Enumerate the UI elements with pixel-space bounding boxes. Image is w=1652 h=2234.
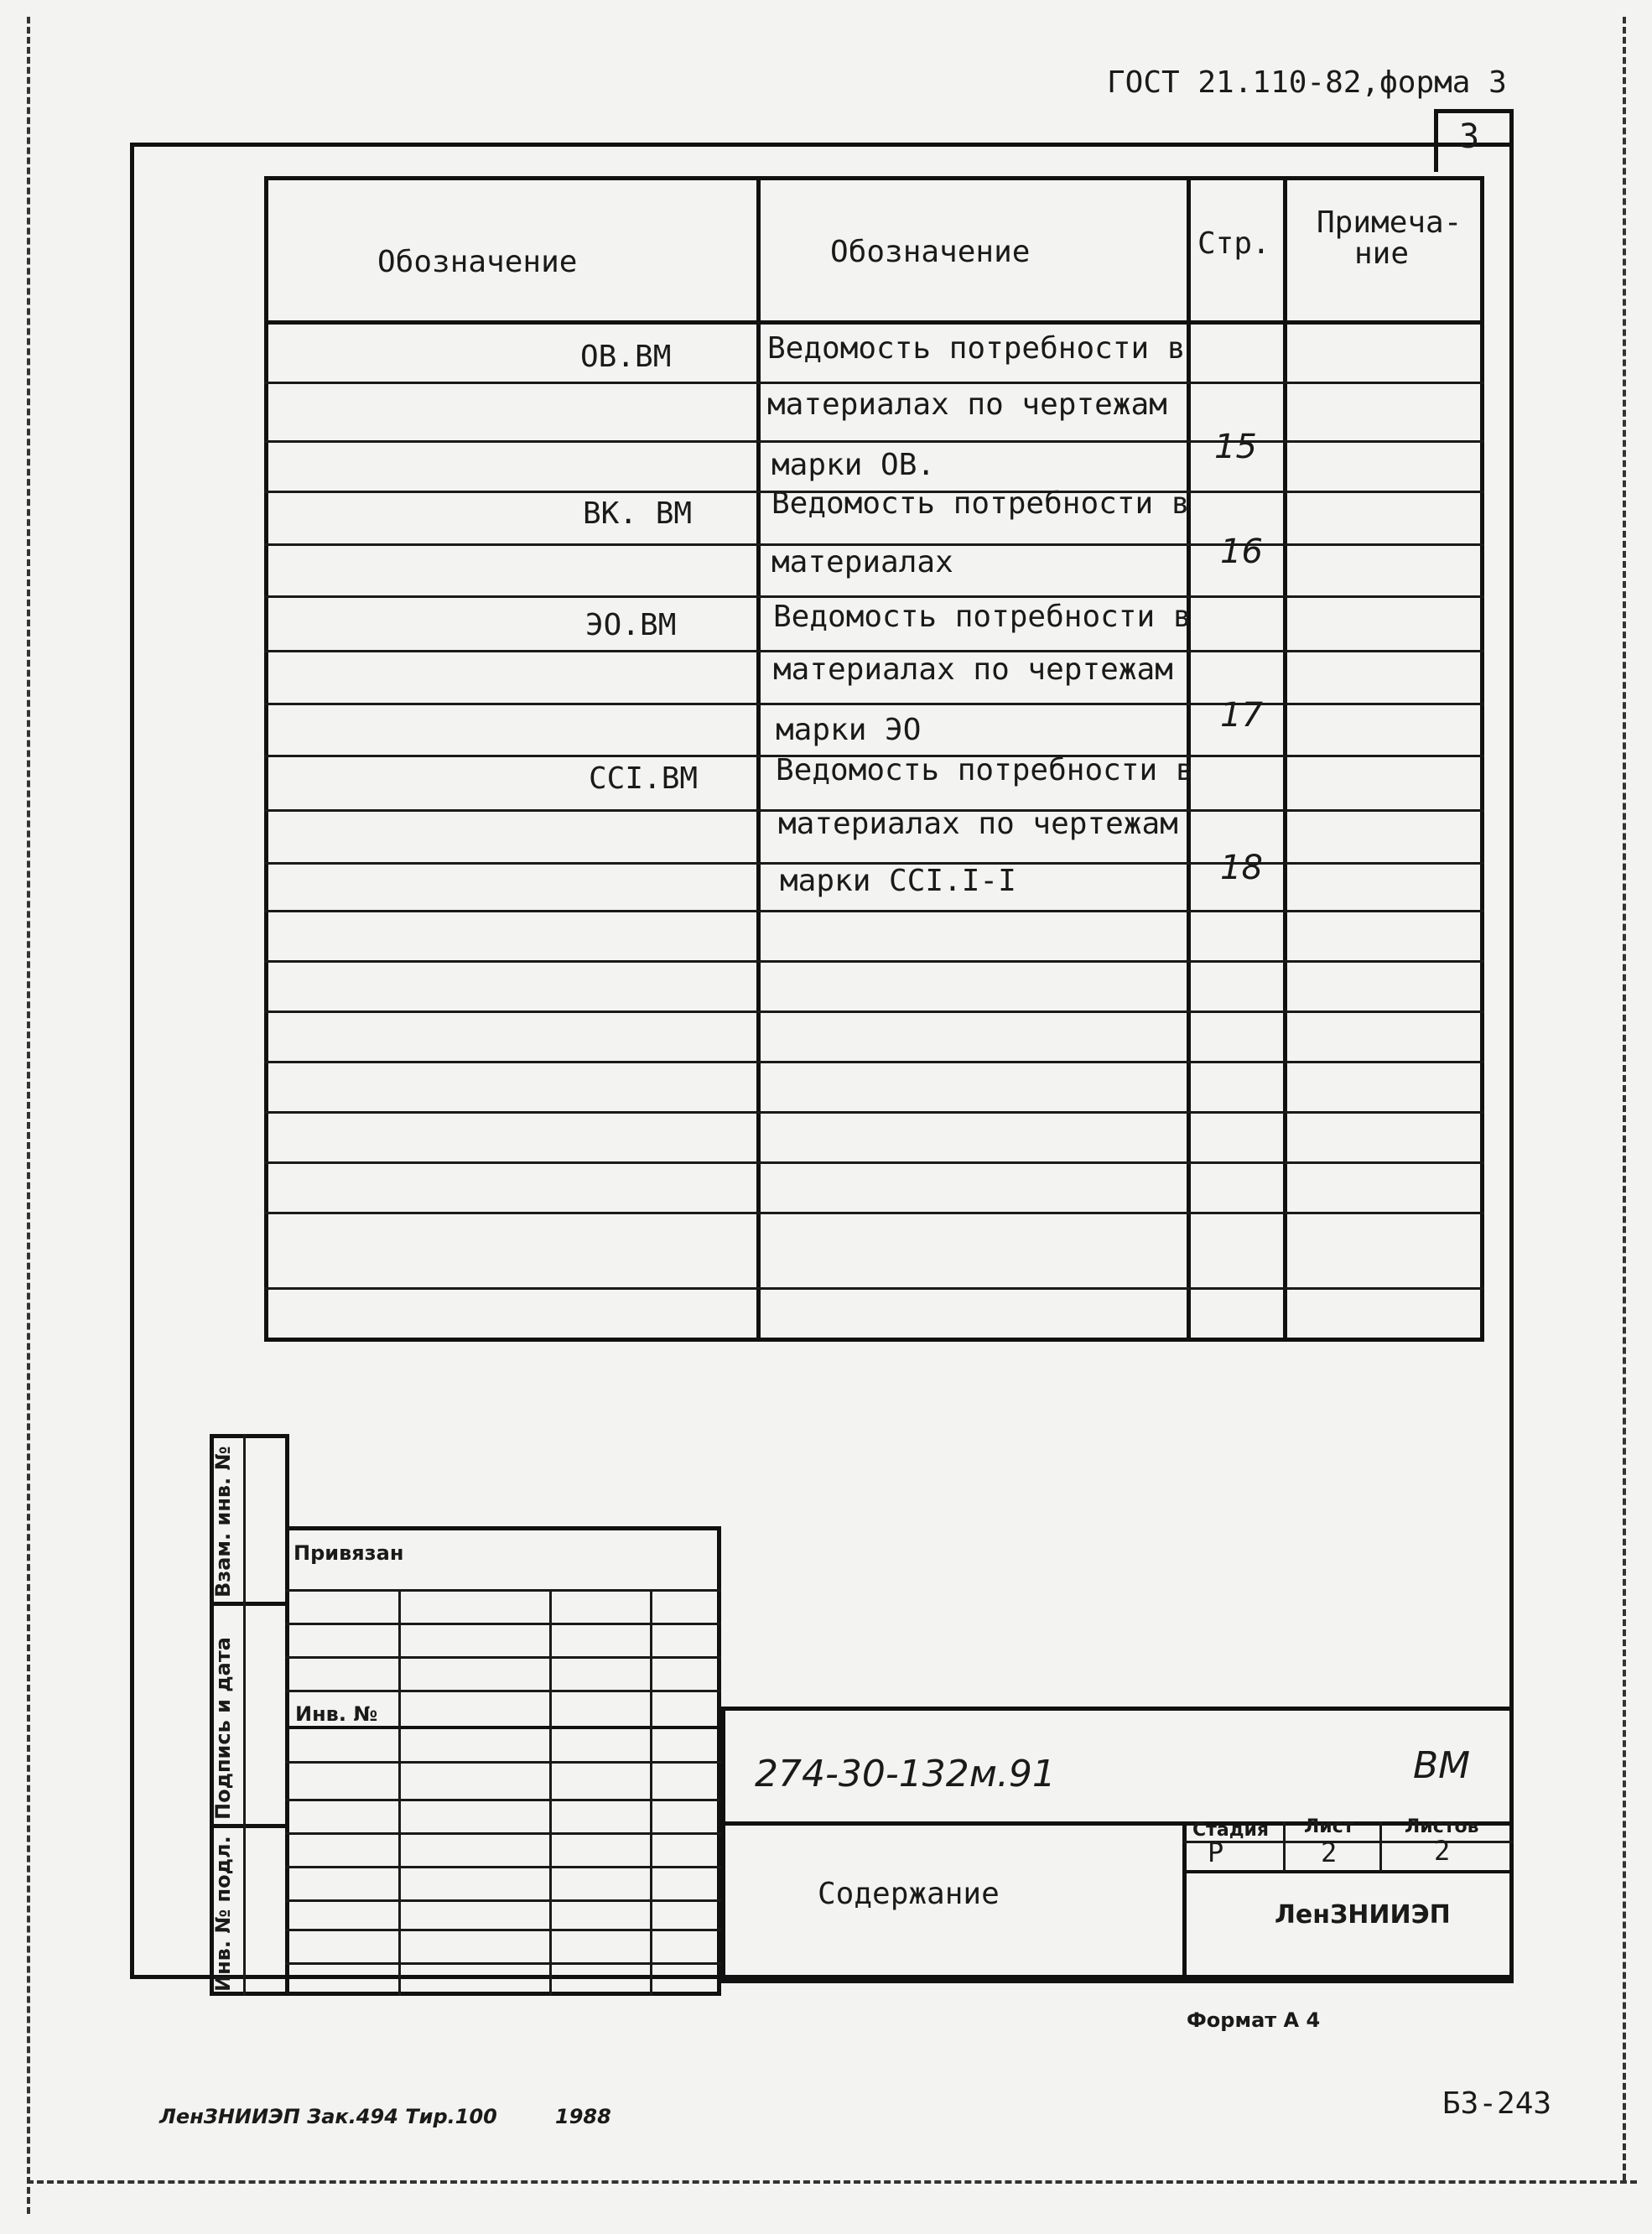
listov-label: Листов — [1405, 1816, 1479, 1837]
binding-line — [285, 1799, 721, 1801]
cut-border-right — [1623, 17, 1626, 2180]
format-label: Формат А 4 — [1187, 2008, 1321, 2032]
binding-label: Привязан — [294, 1541, 404, 1565]
title-block-col — [1283, 1821, 1286, 1872]
col-header-page: Стр. — [1197, 226, 1270, 261]
stadiya-value: Р — [1208, 1837, 1224, 1868]
binding-col — [398, 1589, 401, 1996]
col-header-notes-1: Примеча- — [1317, 205, 1462, 240]
print-year: 1988 — [555, 2105, 611, 2128]
row-text: марки ЭО — [776, 713, 922, 747]
row-line — [264, 1212, 1484, 1214]
row-text: материалах — [771, 545, 953, 579]
cut-border-bottom — [27, 2180, 1637, 2184]
row-page: 18 — [1220, 849, 1263, 887]
row-line — [264, 595, 1484, 598]
row-code: ОВ.ВМ — [580, 340, 672, 374]
binding-line — [285, 1962, 721, 1965]
title-block-line — [1182, 1870, 1514, 1873]
row-text: марки CCI.I-I — [780, 864, 1016, 898]
page-number: 3 — [1459, 117, 1480, 156]
row-line — [264, 1010, 1484, 1013]
row-text: Ведомость потребности в — [771, 486, 1190, 521]
row-code: ЭО.ВМ — [585, 608, 677, 642]
title-block-col — [1379, 1821, 1382, 1872]
side-strip-inner — [243, 1434, 246, 1996]
row-text: марки ОВ. — [771, 448, 936, 482]
list-label: Лист — [1304, 1816, 1354, 1837]
stadiya-label: Стадия — [1192, 1820, 1270, 1841]
binding-line — [285, 1832, 721, 1835]
row-text: Ведомость потребности в — [767, 331, 1186, 366]
side-label-vzam: Взам. инв. № — [211, 1446, 235, 1598]
doc-mark: ВМ — [1413, 1744, 1471, 1787]
header-separator — [264, 320, 1484, 325]
col-header-code: Обозначение — [377, 245, 578, 279]
binding-line — [285, 1589, 721, 1592]
title-block-col — [1182, 1821, 1187, 1983]
inv-no-label: Инв. № — [295, 1702, 378, 1726]
row-line — [264, 703, 1484, 705]
row-code: ВК. ВМ — [583, 496, 693, 531]
sheet-title: Содержание — [818, 1877, 1000, 1911]
row-page: 15 — [1214, 428, 1257, 466]
row-page: 16 — [1220, 533, 1263, 571]
binding-line — [285, 1899, 721, 1902]
row-code: CCI.ВМ — [589, 761, 699, 796]
row-line — [264, 1287, 1484, 1290]
print-info: ЛенЗНИИЭП Зак.494 Тир.100 — [159, 2105, 497, 2128]
row-line — [264, 910, 1484, 912]
row-text: Ведомость потребности в — [773, 600, 1192, 634]
col-header-notes-2: ние — [1354, 236, 1410, 271]
sheet-code: БЗ-243 — [1442, 2086, 1552, 2121]
cut-border-left — [27, 17, 30, 2214]
row-line — [264, 1111, 1484, 1114]
row-text: материалах по чертежам — [773, 652, 1173, 687]
row-line — [264, 960, 1484, 963]
col-divider-1 — [756, 176, 761, 1342]
binding-line — [285, 1761, 721, 1764]
binding-col — [650, 1589, 652, 1996]
binding-line — [285, 1866, 721, 1868]
row-text: материалах по чертежам — [767, 387, 1167, 422]
binding-line — [285, 1623, 721, 1625]
organization: ЛенЗНИИЭП — [1275, 1900, 1451, 1930]
binding-col — [549, 1589, 552, 1996]
side-label-inv: Инв. № подл. — [211, 1836, 235, 1992]
row-text: материалах по чертежам — [778, 807, 1178, 841]
row-line — [264, 1161, 1484, 1164]
row-text: Ведомость потребности в — [776, 753, 1194, 787]
binding-line — [285, 1929, 721, 1931]
binding-line — [285, 1690, 721, 1692]
title-block-line — [1182, 1841, 1514, 1843]
col-header-name: Обозначение — [830, 235, 1031, 269]
doc-code: 274-30-132м.91 — [755, 1753, 1056, 1795]
row-line — [264, 382, 1484, 384]
row-line — [264, 440, 1484, 443]
row-page: 17 — [1220, 696, 1263, 735]
binding-line — [285, 1656, 721, 1659]
list-value: 2 — [1321, 1837, 1338, 1868]
binding-line — [285, 1726, 721, 1729]
title-block-line — [721, 1821, 1514, 1826]
listov-value: 2 — [1434, 1835, 1451, 1867]
side-label-podpis: Подпись и дата — [211, 1637, 235, 1820]
side-strip-divider — [210, 1602, 289, 1606]
col-divider-3 — [1283, 176, 1287, 1342]
row-line — [264, 1061, 1484, 1063]
title-block — [721, 1707, 1514, 1983]
side-strip-divider — [210, 1824, 289, 1828]
gost-reference: ГОСТ 21.110-82,форма 3 — [1107, 65, 1507, 100]
